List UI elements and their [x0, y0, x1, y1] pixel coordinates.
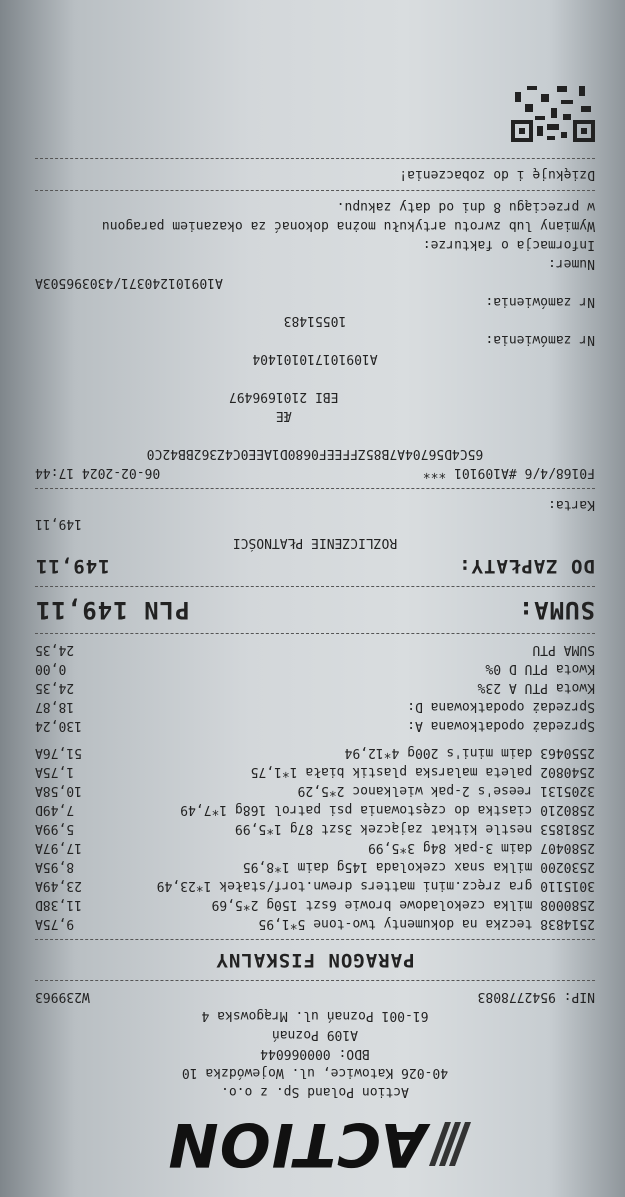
list-item: 3205131 reese's 2-pak wielkanoc 2*5,29 10,58A: [35, 783, 595, 798]
items-list: [35, 743, 595, 933]
list-item: 2580008 milka czekoladowe browie 6szt 150g 2*5,69 11,38D: [35, 897, 595, 912]
number-label: Numer:: [548, 256, 595, 271]
card-label: Karta:: [548, 497, 595, 512]
list-item: 2514838 teczka na dokumenty two-tone 5*1,95 9,75A: [35, 916, 595, 931]
divider: [35, 633, 595, 634]
action-logo: [35, 1109, 595, 1179]
divider: [35, 190, 595, 191]
receipt-content: [35, 78, 595, 1197]
sales-a-row: Sprzedaż opodatkowana A: 130,24: [35, 718, 595, 733]
receipt-title: PARAGON FISKALNY: [215, 949, 415, 971]
due-row: DO ZAPŁATY: 149,11: [35, 555, 595, 577]
qr-code-icon: [511, 82, 595, 142]
vat-a-row: Kwota PTU A 23% 24,35: [35, 680, 595, 695]
list-item: 2540802 paleta malarska plastik biała 1*1,75 1,75A: [35, 764, 595, 779]
divider: [35, 980, 595, 981]
store-address: 61-001 Poznań ul. Mrągowska 4: [201, 1008, 429, 1023]
nip: NIP: 9542778083: [477, 989, 595, 1004]
nip-row: [35, 987, 595, 1006]
register-id: W239963: [35, 989, 90, 1004]
store-name: A109 Poznań: [271, 1027, 359, 1042]
list-item: 3015110 gra zręcz.mini matters drewn.torf/stałek 1*23,49 23,49A: [35, 878, 595, 893]
fiscal-id: EBI 2101696497: [228, 389, 339, 404]
invoice-text-2: w przeciągu 8 dni od daty zakupu.: [336, 199, 595, 214]
vat-sum-row: SUMA PTU 24,35: [35, 642, 595, 657]
thanks-text: Dziękuję i do zobaczenia!: [399, 167, 595, 182]
divider: [35, 939, 595, 940]
logo-text: ACTION: [167, 1109, 427, 1179]
company-bdo: BDO: 000066044: [260, 1046, 370, 1061]
company-name: Action Poland Sp. z o.o.: [221, 1084, 409, 1099]
receipt-id-row: F0168/4/6 #A109101 *** 06-02-2024 17:44: [35, 465, 595, 480]
order-value-2: 10551483: [283, 313, 347, 328]
order-label-1: Nr zamówienia:: [485, 332, 595, 347]
invoice-title: Informacja o fakturze:: [422, 237, 595, 252]
divider: [35, 488, 595, 489]
list-item: 2530200 milka snax czekolada 145g daim 1*8,95 8,95A: [35, 859, 595, 874]
receipt-hash: 65C4D56704A7B85ZFFEEF0680D1AEE0C4Z362BB42C0: [146, 446, 484, 461]
list-item: 2580407 daim 3-pak 84g 3*5,99 17,97A: [35, 840, 595, 855]
order-label-2: Nr zamówienia:: [485, 294, 595, 309]
logo-bars-icon: [429, 1122, 471, 1166]
number-value: A109101240371/430396503A: [35, 275, 223, 290]
list-item: 2581853 nestle kitkat zajączek 3szt 87g 1*5,99 5,99A: [35, 821, 595, 836]
card-value: 149,11: [35, 516, 82, 531]
fiscal-id-row: [35, 368, 595, 444]
order-value-1: A109101710101404: [252, 351, 378, 366]
sum-row: SUMA: PLN 149,11: [35, 596, 595, 624]
payment-title: ROZLICZENIE PŁATNOŚCI: [232, 535, 398, 550]
list-item: 2580210 ciastka do częstowania psi patrol 168g 1*7,49 7,49D: [35, 802, 595, 817]
sales-d-row: Sprzedaż opodatkowana D: 18,87: [35, 699, 595, 714]
fiscal-logo-icon: ÆE: [275, 408, 292, 423]
company-address: 40-026 Katowice, ul. Wojewódzka 10: [181, 1065, 449, 1080]
divider: [35, 586, 595, 587]
vat-d-row: Kwota PTU D 0% 0,00: [35, 661, 595, 676]
invoice-text-1: Wymiany lub zwrotu artykułu można dokonać za okazaniem paragonu: [101, 218, 595, 233]
list-item: 2550463 daim mini's 200g 4*12,94 51,76A: [35, 745, 595, 760]
divider: [35, 158, 595, 159]
